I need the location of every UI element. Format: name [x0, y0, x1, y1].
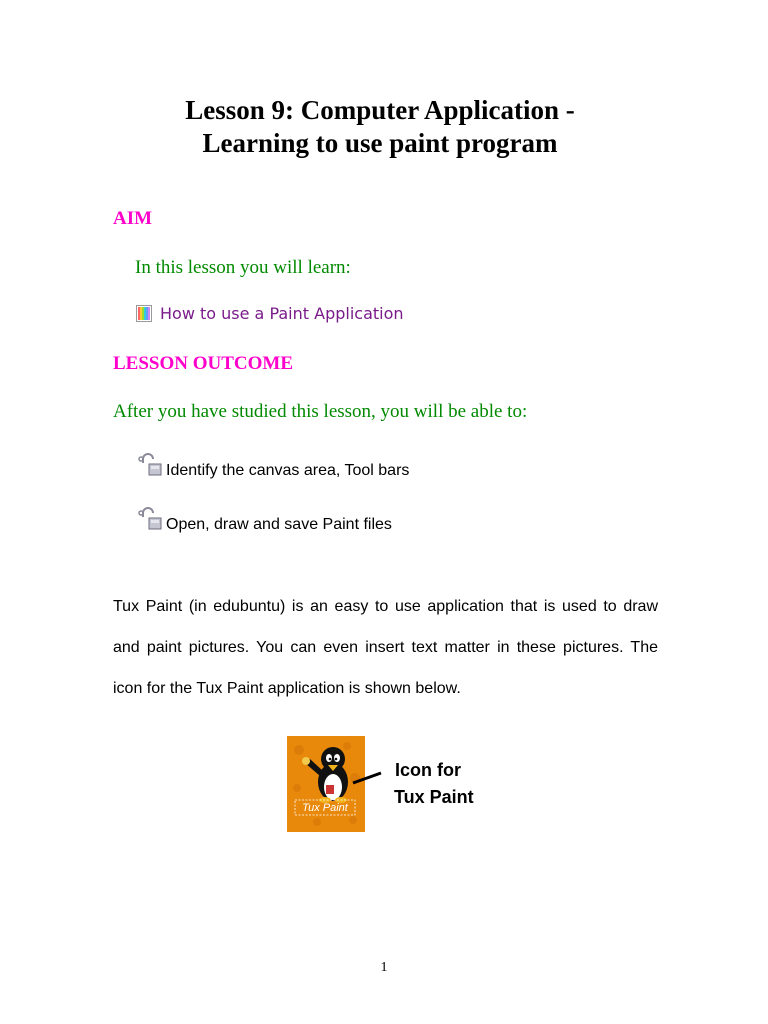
- aim-heading: AIM: [113, 208, 153, 229]
- tux-paint-icon-label: Tux Paint: [302, 802, 348, 814]
- unlocked-padlock-icon: [136, 507, 164, 531]
- outcome-heading: LESSON OUTCOME: [113, 353, 294, 374]
- outcome-list-item: [136, 450, 409, 480]
- outcome-item-label: Open, draw and save Paint files: [166, 516, 392, 533]
- outcome-list-item: [136, 504, 392, 534]
- aim-intro: In this lesson you will learn:: [135, 257, 351, 278]
- unlocked-padlock-icon: [136, 453, 164, 477]
- page-title-line-2: Learning to use paint program: [202, 128, 558, 158]
- outcome-item-label: Identify the canvas area, Tool bars: [166, 462, 410, 479]
- rainbow-bullet-icon: [136, 305, 152, 322]
- pointer-line: [351, 766, 391, 786]
- body-paragraph: Tux Paint (in edubuntu) is an easy to use application that is used to draw and paint pictures. You can even insert text matter in these pictures. The icon for the Tux Paint application is shown below.: [113, 598, 658, 697]
- aim-list-item: [136, 304, 404, 323]
- page-title-line-1: Lesson 9: Computer Application -: [185, 95, 575, 125]
- page-number: 1: [380, 960, 388, 975]
- tux-paint-icon-figure: [287, 736, 487, 832]
- aim-item-label: How to use a Paint Application: [160, 304, 404, 323]
- icon-caption-line-2: Tux Paint: [394, 787, 474, 807]
- outcome-intro: After you have studied this lesson, you will be able to:: [113, 401, 528, 422]
- icon-caption-line-1: Icon for: [395, 760, 461, 780]
